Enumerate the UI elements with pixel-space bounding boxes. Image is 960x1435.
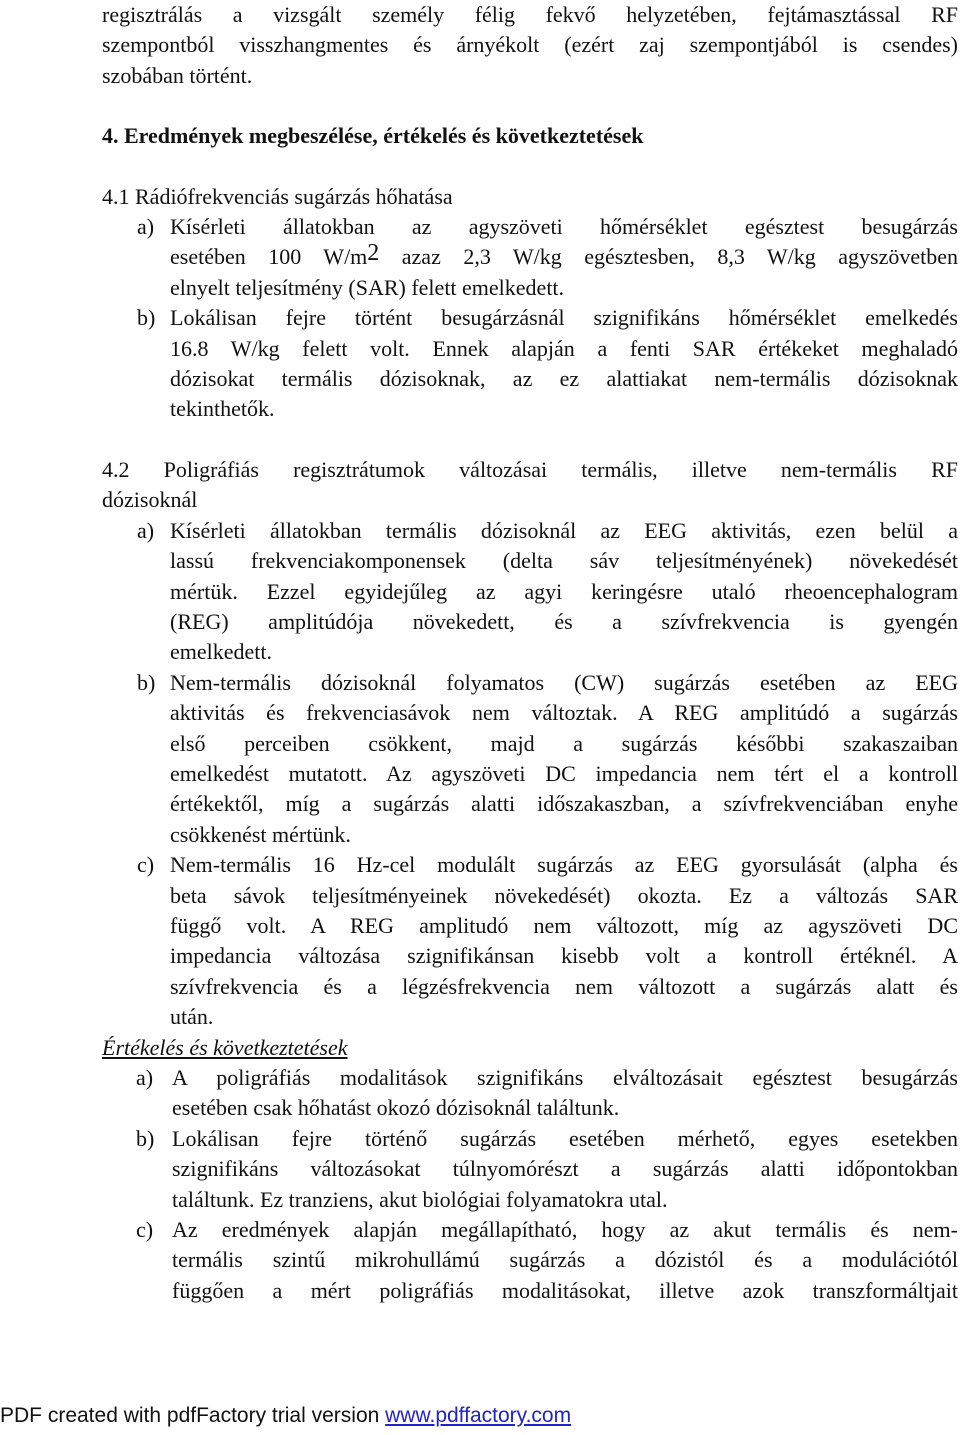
intro-paragraph (102, 0, 958, 91)
list-item (102, 516, 958, 668)
text-line: Nem-termális 16 Hz-cel modulált sugárzás az EEG gyorsulását (alpha és (170, 852, 958, 878)
text-line: Az eredmények alapján megállapítható, hogy az akut termális és nem- (172, 1217, 958, 1243)
list-marker: a) (137, 517, 155, 543)
text-fragment: esetében 100 W/m (170, 244, 368, 270)
text-line: A poligráfiás modalitások szignifikáns elváltozásait egésztest besugárzás (172, 1065, 958, 1090)
text-line: első perceiben csökkent, majd a sugárzás későbbi szakaszaiban (170, 730, 958, 756)
list-marker: b) (137, 305, 156, 331)
text-line: impedancia változása szignifikánsan kisebb volt a kontroll értéknél. A (170, 943, 958, 969)
list-item (102, 1215, 958, 1306)
text-line: szívfrekvencia és a légzésfrekvencia nem változott a sugárzás alatt és (170, 973, 958, 999)
text-line: Lokálisan fejre történt besugárzásnál szignifikáns hőmérséklet emelkedés (170, 305, 958, 331)
section-heading: 4. Eredmények megbeszélése, értékelés és következtetések (102, 123, 644, 149)
text-line: függően a mért poligráfiás modalitásokat, illetve azok transzformáltjait (172, 1277, 958, 1303)
evaluation-heading: Értékelés és következtetések (102, 1034, 348, 1060)
text-line: Nem-termális dózisoknál folyamatos (CW) sugárzás esetében az EEG (170, 669, 958, 695)
list-item (102, 212, 958, 303)
list-item (102, 850, 958, 1032)
text-line: után. (170, 1004, 214, 1030)
footer-link[interactable]: www.pdffactory.com (385, 1404, 572, 1427)
text-line: szempontból visszhangmentes és árnyékolt (ezért zaj szempontjából is csendes) (102, 32, 958, 58)
text-line: függő volt. A REG amplitudó nem változott, míg az agyszöveti DC (170, 912, 958, 938)
text-line: csökkenést mértünk. (170, 821, 351, 847)
text-line: aktivitás és frekvenciasávok nem változtak. A REG amplitúdó a sugárzás (170, 700, 958, 726)
list-marker: b) (137, 669, 156, 695)
text-fragment: azaz 2,3 W/kg egésztesben, 8,3 W/kg agyszövetben (379, 244, 958, 270)
text-line: Kísérleti állatokban az agyszöveti hőmérséklet egésztest besugárzás (170, 214, 958, 240)
text-line: lassú frekvenciakomponensek (delta sáv teljesítményének) növekedését (170, 548, 958, 574)
text-line: találtunk. Ez tranziens, akut biológiai folyamatokra utal. (172, 1186, 668, 1212)
text-line: értékektől, míg a sugárzás alatti időszakaszban, a szívfrekvenciában enyhe (170, 791, 958, 817)
text-line (170, 242, 958, 272)
text-line: Kísérleti állatokban termális dózisoknál az EEG aktivitás, ezen belül a (170, 517, 958, 543)
text-line: regisztrálás a vizsgált személy félig fekvő helyzetében, fejtámasztással RF (102, 2, 958, 27)
subsection-heading-4-1: 4.1 Rádiófrekvenciás sugárzás hőhatása (102, 183, 453, 209)
list-marker: a) (136, 1065, 154, 1090)
list-item (102, 1124, 958, 1215)
list-item (102, 303, 958, 425)
pdf-footer (0, 1404, 571, 1428)
text-line: 4.2 Poligráfiás regisztrátumok változásai termális, illetve nem-termális RF (102, 456, 958, 482)
list-marker: b) (136, 1125, 155, 1151)
text-line: dózisokat termális dózisoknak, az ez alattiakat nem-termális dózisoknak (170, 366, 958, 392)
subsection-heading-4-2 (102, 455, 958, 516)
text-line: (REG) amplitúdója növekedett, és a szívfrekvencia is gyengén (170, 608, 958, 634)
text-line: mértük. Ezzel egyidejűleg az agyi keringésre utaló rheoencephalogram (170, 578, 958, 604)
text-line: szobában történt. (102, 62, 253, 88)
text-line: Lokálisan fejre történő sugárzás esetében mérhető, egyes esetekben (172, 1125, 958, 1151)
text-line: tekinthetők. (170, 396, 275, 422)
footer-text: PDF created with pdfFactory trial version (0, 1404, 386, 1427)
text-line: esetében csak hőhatást okozó dózisoknál találtunk. (172, 1095, 620, 1121)
text-line: emelkedést mutatott. Az agyszöveti DC impedancia nem tért el a kontroll (170, 760, 958, 786)
list-item (102, 668, 958, 850)
document-page (102, 0, 958, 1306)
list-item (102, 1063, 958, 1124)
list-marker: a) (137, 214, 155, 240)
superscript: 2 (367, 240, 380, 267)
text-line: dózisoknál (102, 487, 198, 513)
text-line: 16.8 W/kg felett volt. Ennek alapján a fenti SAR értékeket meghaladó (170, 335, 958, 361)
text-line: beta sávok teljesítményeinek növekedését) okozta. Ez a változás SAR (170, 882, 958, 908)
text-line: termális szintű mikrohullámú sugárzás a dózistól és a modulációtól (172, 1247, 958, 1273)
text-line: elnyelt teljesítmény (SAR) felett emelkedett. (170, 274, 565, 300)
list-marker: c) (136, 1217, 154, 1243)
list-marker: c) (137, 852, 155, 878)
text-line: szignifikáns változásokat túlnyomórészt a sugárzás alatti időpontokban (172, 1156, 958, 1182)
text-line: emelkedett. (170, 639, 273, 665)
